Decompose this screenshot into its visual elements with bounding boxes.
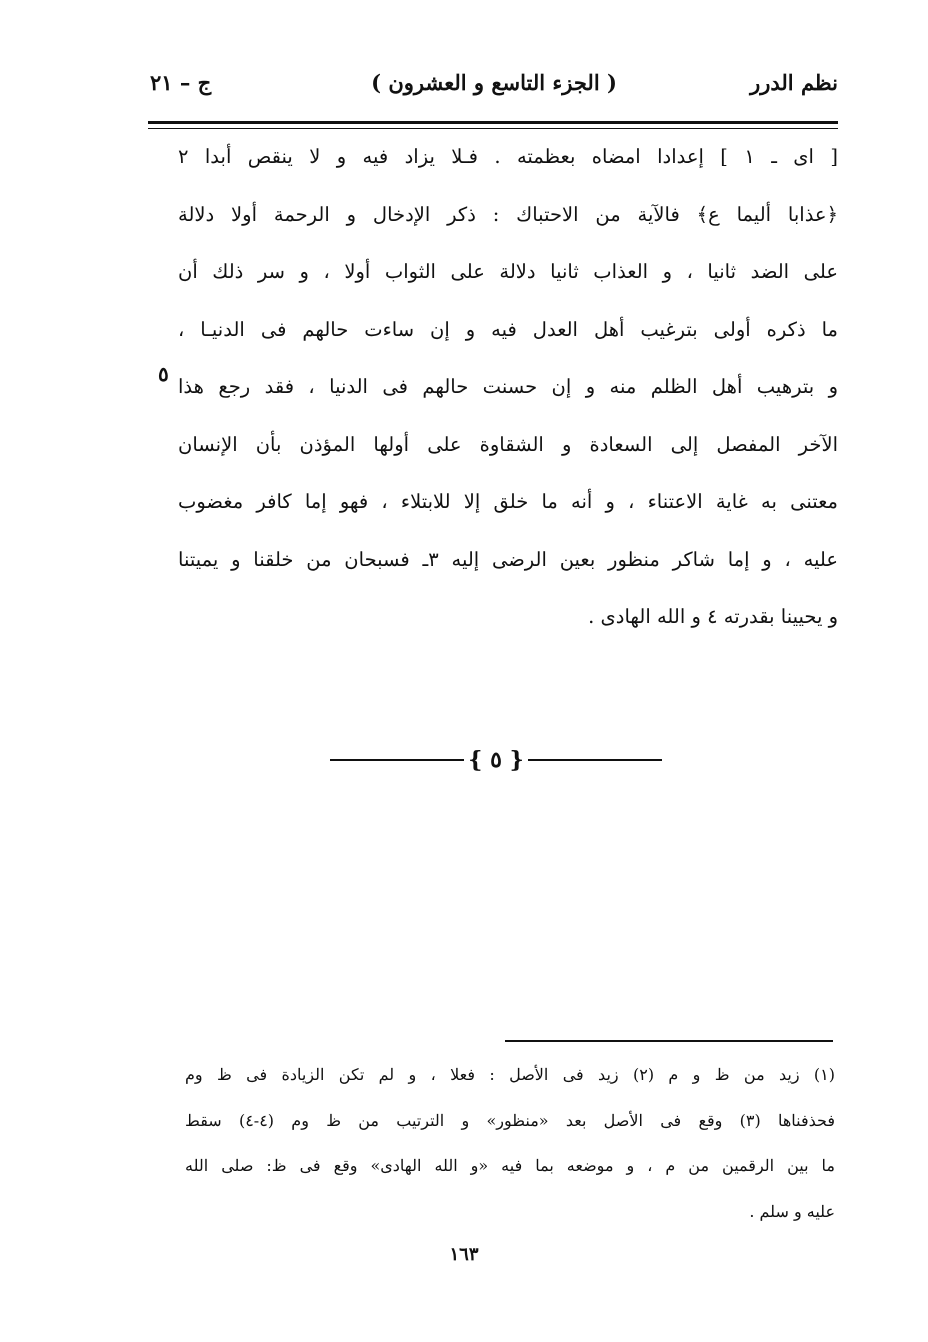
text-line: و بترهيب أهل الظلم منه و إن حسنت حالهم فى الدنيا ، فقد رجع هذا xyxy=(178,375,838,398)
running-header xyxy=(150,70,838,110)
ornament-center: { ٥ } xyxy=(468,747,524,773)
footnote-line: (١) زيد من ظ و م (٢) زيد فى الأصل : فعلا ، و لم تكن الزيادة فى ظ وم xyxy=(185,1065,835,1084)
header-part-title: ( الجزء التاسع و العشرون ) xyxy=(371,70,617,95)
text-line: عليه ، و إما شاكر منظور بعين الرضى إليه ٣ـ فسبحان من خلقنا و يميتنا xyxy=(178,547,838,571)
footnote-line: فحذفناها (٣) وقع فى الأصل بعد «منظور» و الترتيب من ظ وم (٤-٤) سقط xyxy=(185,1110,835,1130)
footnote-rule xyxy=(505,1040,833,1042)
text-line: على الضد ثانيا ، و العذاب ثانيا دلالة على الثواب أولا ، و سر ذلك أن xyxy=(178,260,838,283)
header-book-title: نظم الدرر xyxy=(750,70,838,95)
text-line: معتنى به غاية الاعتناء ، و أنه ما خلق إلا للابتلاء ، فهو إما كافر مغضوب xyxy=(178,490,838,513)
text-line: الآخر المفصل إلى السعادة و الشقاوة على أولها المؤذن بأن الإنسان xyxy=(178,432,838,456)
main-text xyxy=(178,128,838,646)
ornament-line-right xyxy=(528,759,662,761)
footnote-line: عليه و سلم . xyxy=(749,1201,835,1221)
text-line: و يحيينا بقدرته ٤ و الله الهادى . xyxy=(588,605,838,628)
text-line: [ اى ـ ١ ] إعدادا امضاه بعظمته . فـلا يزاد فيه و لا ينقص أبدا ٢ xyxy=(178,145,838,168)
text-line: ﴿عذابا أليما ع﴾ فالآية من الاحتباك : ذكر الإدخال و الرحمة أولا دلالة xyxy=(178,202,838,226)
header-volume: ج – ٢١ xyxy=(150,70,212,95)
ornament-line-left xyxy=(330,759,464,761)
footnotes xyxy=(185,1052,835,1234)
section-ornament xyxy=(330,740,662,780)
text-line: ما ذكره أولى بترغيب أهل العدل فيه و إن ساءت حالهم فى الدنيـا ، xyxy=(178,317,838,341)
header-rule-thick xyxy=(148,121,838,124)
footnote-line: ما بين الرقمين من م ، و موضعه بما فيه «و الله الهادى» وقع فى ظ: صلى الله xyxy=(185,1156,835,1175)
margin-line-number: ٥ xyxy=(158,362,169,386)
page-number: ١٦٣ xyxy=(449,1244,479,1265)
